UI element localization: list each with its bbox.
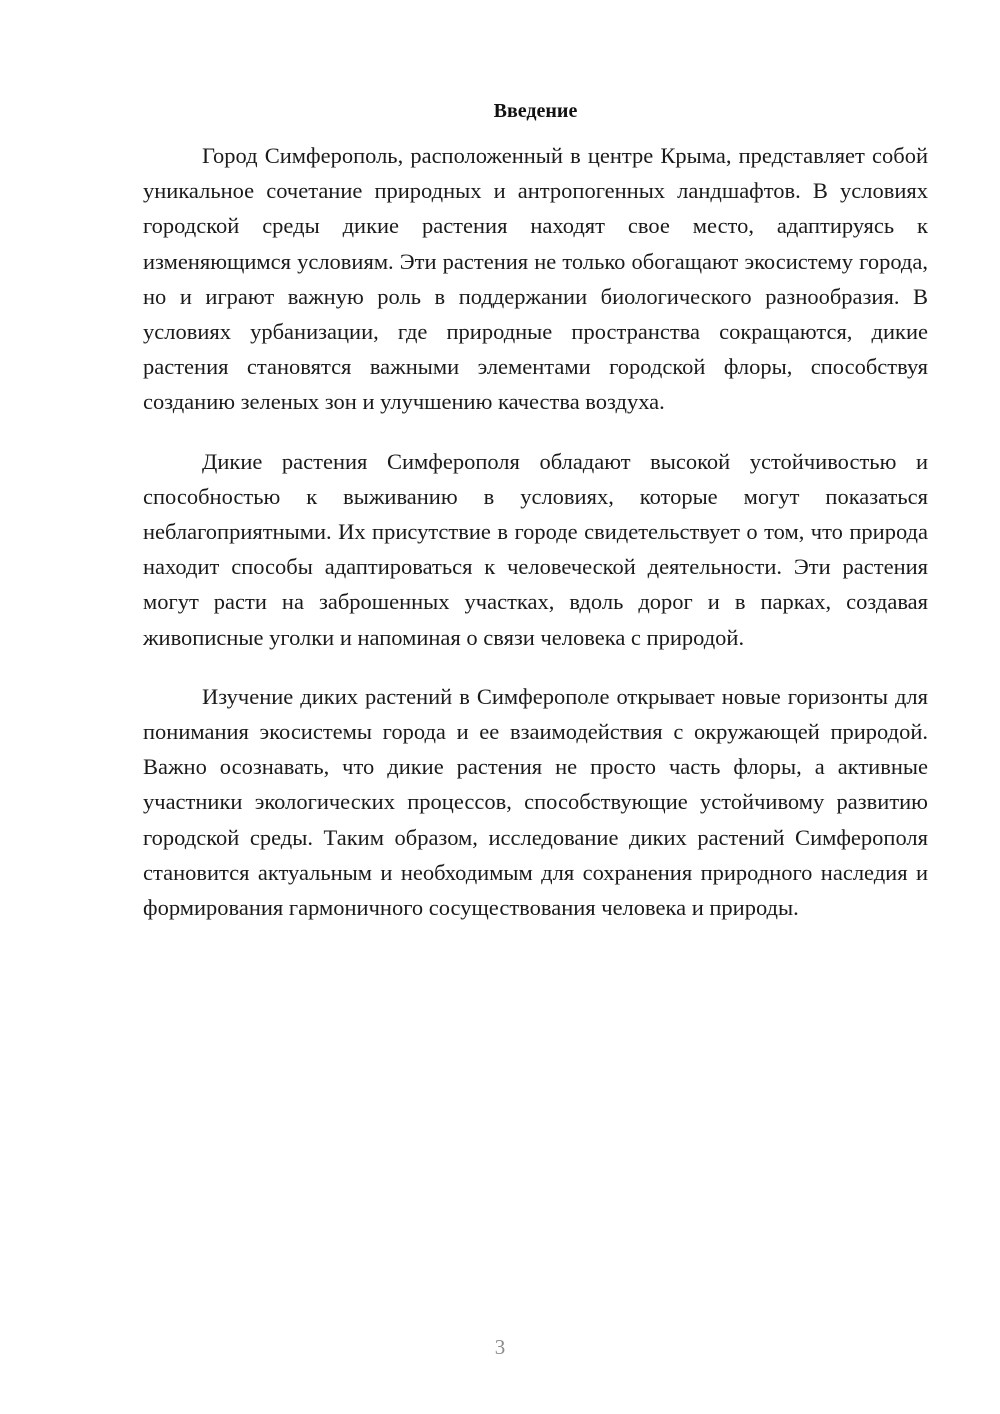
paragraph-1: Город Симферополь, расположенный в центре Крыма, представляет собой уникальное сочетание природных и антропогенных ландшафтов. В условиях городской среды дикие растения находят свое место, адаптируясь к изменяющимся условиям. Эти растения не только обогащают экосистему города, но и играют важную роль в поддержании биологического разнообразия. В условиях урбанизации, где природные пространства сокращаются, дикие растения становятся важными элементами городской флоры, способствуя созданию зеленых зон и улучшению качества воздуха. — [143, 143, 928, 415]
page-content — [143, 96, 928, 949]
page-number: 3 — [494, 1335, 506, 1359]
paragraph-3: Изучение диких растений в Симферополе открывает новые горизонты для понимания экосистемы города и ее взаимодействия с окружающей природой. Важно осознавать, что дикие растения не просто часть флоры, а активные участники экологических процессов, способствующие устойчивому развитию городской среды. Таким образом, исследование диких растений Симферополя становится актуальным и необходимым для сохранения природного наследия и формирования гармоничного сосуществования человека и природы. — [143, 683, 928, 921]
paragraph-2: Дикие растения Симферополя обладают высокой устойчивостью и способностью к выживанию в условиях, которые могут показаться неблагоприятными. Их присутствие в городе свидетельствует о том, что природа находит способы адаптироваться к человеческой деятельности. Эти растения могут расти на заброшенных участках, вдоль дорог и в парках, создавая живописные уголки и напоминая о связи человека с природой. — [143, 448, 928, 650]
section-heading: Введение — [493, 100, 578, 122]
